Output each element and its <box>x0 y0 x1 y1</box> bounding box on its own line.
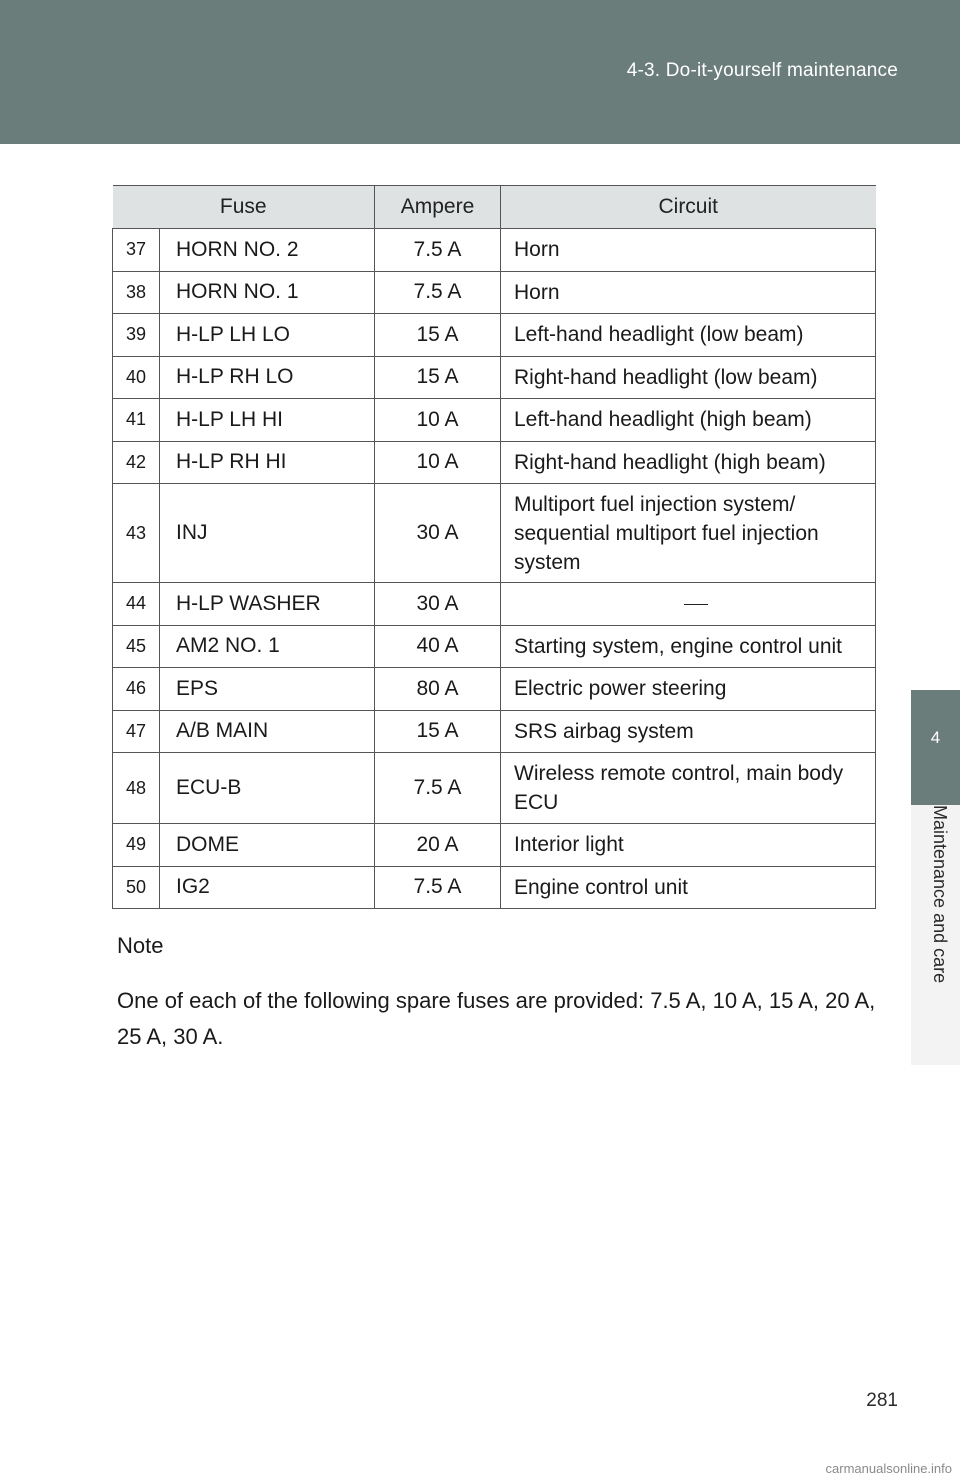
fuse-number: 50 <box>113 866 160 909</box>
table-row <box>113 271 876 314</box>
fuse-number: 40 <box>113 356 160 399</box>
fuse-number: 42 <box>113 441 160 484</box>
fuse-circuit: SRS airbag system <box>501 710 876 753</box>
table-row <box>113 229 876 272</box>
table-row <box>113 441 876 484</box>
fuse-circuit: Starting system, engine control unit <box>501 625 876 668</box>
fuse-ampere: 10 A <box>375 399 501 442</box>
fuse-ampere: 7.5 A <box>375 866 501 909</box>
fuse-ampere: 20 A <box>375 824 501 867</box>
chapter-number: 4 <box>930 728 941 747</box>
fuse-name: DOME <box>160 824 375 867</box>
fuse-ampere: 40 A <box>375 625 501 668</box>
table-row <box>113 625 876 668</box>
table-row <box>113 866 876 909</box>
fuse-number: 49 <box>113 824 160 867</box>
header-ampere: Ampere <box>375 186 501 229</box>
fuse-name: IG2 <box>160 866 375 909</box>
table-row <box>113 668 876 711</box>
fuse-circuit: Left-hand headlight (low beam) <box>501 314 876 357</box>
fuse-circuit: Right-hand headlight (low beam) <box>501 356 876 399</box>
fuse-name: HORN NO. 2 <box>160 229 375 272</box>
table-row <box>113 399 876 442</box>
header-fuse: Fuse <box>113 186 375 229</box>
note-text: One of each of the following spare fuses are provided: 7.5 A, 10 A, 15 A, 20 A, 25 A, 30 A. <box>117 988 876 1049</box>
fuse-circuit: Engine control unit <box>501 866 876 909</box>
page-number: 281 <box>866 1390 898 1411</box>
fuse-number: 37 <box>113 229 160 272</box>
table-row <box>113 753 876 824</box>
fuse-name: H-LP LH HI <box>160 399 375 442</box>
chapter-label: Maintenance and care <box>930 805 950 984</box>
fuse-ampere: 7.5 A <box>375 229 501 272</box>
fuse-table <box>112 185 876 909</box>
header-band <box>0 0 960 144</box>
fuse-ampere: 15 A <box>375 356 501 399</box>
section-title: 4-3. Do-it-yourself maintenance <box>626 60 898 81</box>
table-row <box>113 583 876 626</box>
fuse-number: 43 <box>113 484 160 583</box>
fuse-number: 46 <box>113 668 160 711</box>
fuse-number: 38 <box>113 271 160 314</box>
header-circuit: Circuit <box>501 186 876 229</box>
fuse-number: 48 <box>113 753 160 824</box>
note-title: Note <box>117 933 164 958</box>
fuse-name: H-LP WASHER <box>160 583 375 626</box>
fuse-ampere: 80 A <box>375 668 501 711</box>
fuse-circuit: Horn <box>501 271 876 314</box>
side-label-wrap <box>920 805 950 1025</box>
table-row <box>113 356 876 399</box>
fuse-ampere: 30 A <box>375 583 501 626</box>
fuse-circuit: Right-hand headlight (high beam) <box>501 441 876 484</box>
fuse-name: INJ <box>160 484 375 583</box>
fuse-circuit: Horn <box>501 229 876 272</box>
fuse-circuit: Multiport fuel injection system/ sequential multiport fuel injection system <box>501 484 876 583</box>
fuse-name: H-LP RH HI <box>160 441 375 484</box>
fuse-circuit: Left-hand headlight (high beam) <box>501 399 876 442</box>
fuse-circuit: Interior light <box>501 824 876 867</box>
table-row <box>113 314 876 357</box>
fuse-ampere: 15 A <box>375 314 501 357</box>
fuse-name: HORN NO. 1 <box>160 271 375 314</box>
fuse-name: H-LP LH LO <box>160 314 375 357</box>
fuse-circuit-none <box>501 583 876 626</box>
fuse-name: EPS <box>160 668 375 711</box>
table-row <box>113 484 876 583</box>
table-row <box>113 824 876 867</box>
fuse-name: A/B MAIN <box>160 710 375 753</box>
fuse-ampere: 15 A <box>375 710 501 753</box>
fuse-number: 47 <box>113 710 160 753</box>
fuse-circuit: Wireless remote control, main body ECU <box>501 753 876 824</box>
side-tab <box>911 690 960 805</box>
fuse-number: 44 <box>113 583 160 626</box>
table-header-row <box>113 186 876 229</box>
fuse-number: 39 <box>113 314 160 357</box>
fuse-ampere: 7.5 A <box>375 271 501 314</box>
fuse-number: 45 <box>113 625 160 668</box>
fuse-name: H-LP RH LO <box>160 356 375 399</box>
fuse-circuit: Electric power steering <box>501 668 876 711</box>
fuse-name: AM2 NO. 1 <box>160 625 375 668</box>
em-dash <box>684 604 708 605</box>
fuse-number: 41 <box>113 399 160 442</box>
fuse-ampere: 7.5 A <box>375 753 501 824</box>
fuse-ampere: 10 A <box>375 441 501 484</box>
table-row <box>113 710 876 753</box>
watermark: carmanualsonline.info <box>825 1461 952 1476</box>
fuse-name: ECU-B <box>160 753 375 824</box>
fuse-ampere: 30 A <box>375 484 501 583</box>
